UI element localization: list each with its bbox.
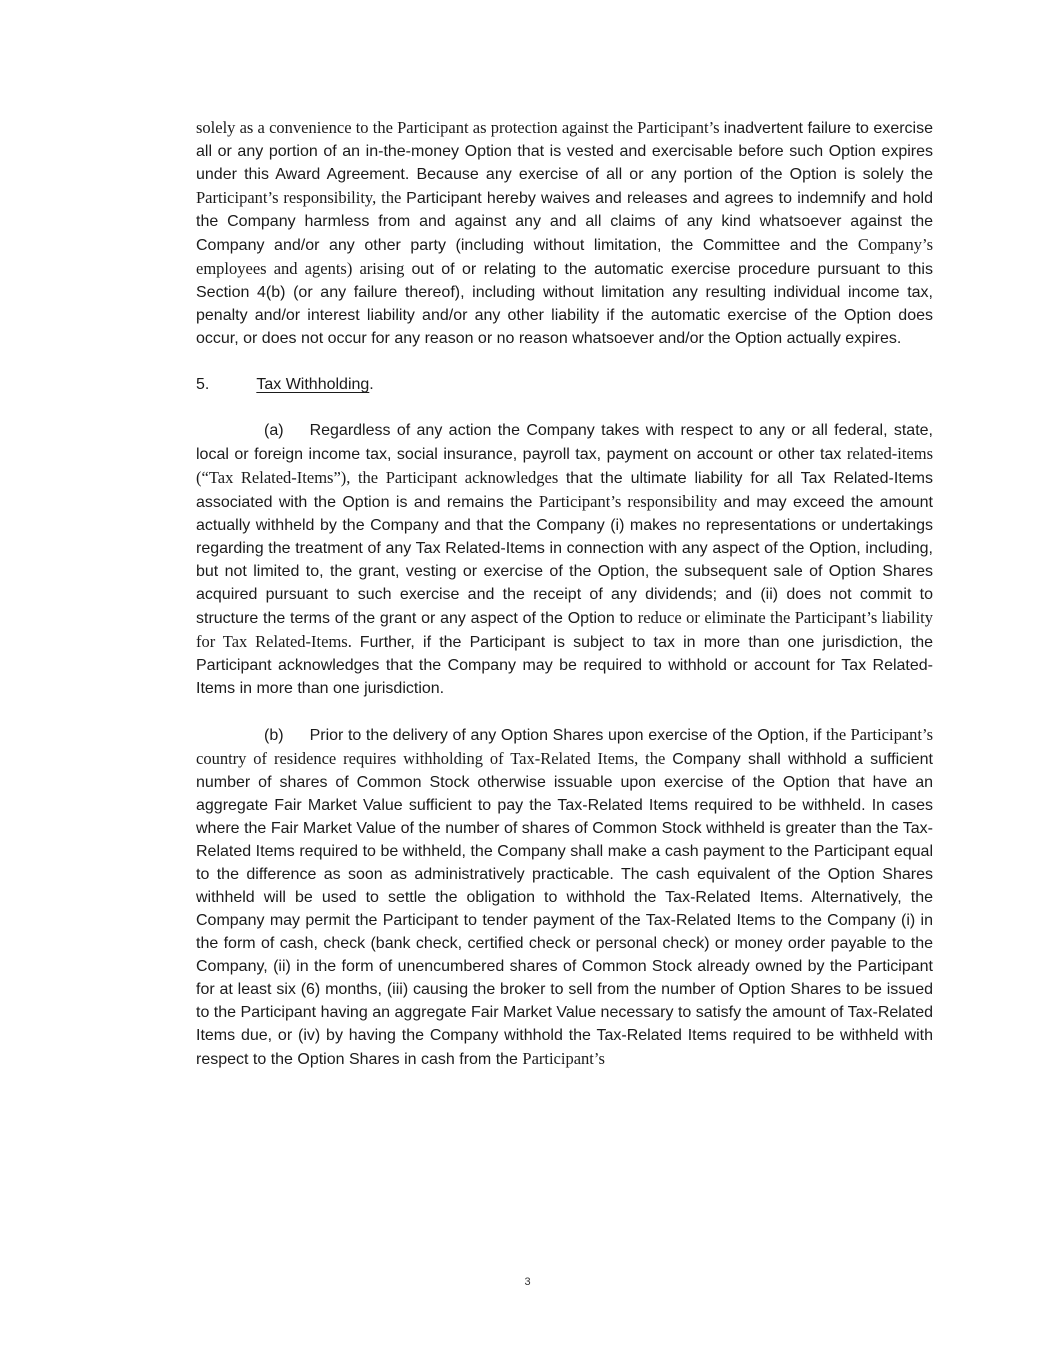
text-segment: Participant’s bbox=[522, 1049, 605, 1068]
text-segment: out of or relating to the automatic exercise procedure pursuant to this Section 4(b) (or any failure thereof), including without limitation any resulting individual income tax, penalty and/or interest liability and/or any other liability if the automatic exercise of the Option does occur, or does not occur for any reason or no reason whatsoever and/or the Option actually expires. bbox=[196, 261, 933, 347]
text-segment: Tax Withholding bbox=[256, 376, 370, 393]
text-segment: Participant hereby waives and releases and agrees to indemnify and hold the Company harmless from and against any and all claims of any kind whatsoever against the Company and/or any other party (including without limitation, the Committee and the bbox=[196, 190, 933, 254]
tab-spacer bbox=[284, 739, 310, 740]
text-segment: Regardless of any action the Company takes with respect to any or all federal, state, local or foreign income tax, social insurance, payroll tax, payment on account or other tax bbox=[196, 422, 933, 463]
text-segment: . bbox=[369, 376, 374, 393]
paragraph-a bbox=[196, 419, 933, 700]
paragraph-label: (b) bbox=[264, 727, 284, 744]
tab-spacer bbox=[209, 388, 256, 389]
text-segment: Prior to the delivery of any Option Shares upon exercise of the Option, if bbox=[309, 727, 827, 744]
text-segment: and may exceed the amount actually withheld by the Company and that the Company (i) makes no representations or undertakings regarding the treatment of any Tax Related-Items in connection with any aspect of the Option, including, but not limited to, the grant, vesting or exercise of the Option, the subsequent sale of Option Shares acquired pursuant to such exercise and the receipt of any dividends; and (ii) does not commit to structure the terms of the grant or any aspect of the Option to bbox=[196, 494, 933, 627]
document-body bbox=[196, 116, 933, 1094]
text-segment: that the ultimate liability for all Tax Related-Items associated with the Option is and remains the bbox=[196, 470, 933, 511]
text-segment: related-items (“Tax Related-Items”), the Participant acknowledges bbox=[196, 444, 933, 487]
text-segment: reduce or eliminate the Participant’s liability for Tax Related-Items. bbox=[196, 608, 934, 651]
section-5-heading bbox=[196, 373, 933, 396]
text-segment: Further, if the Participant is subject to tax in more than one jurisdiction, the Participant acknowledges that the Company may be required to withhold or account for Tax Related-Items in more than one jurisdiction. bbox=[196, 634, 933, 697]
text-segment: Company’s employees and agents) arising bbox=[196, 235, 933, 278]
paragraph-label: (a) bbox=[264, 422, 284, 439]
text-segment: Company shall withhold a sufficient number of shares of Common Stock otherwise issuable upon exercise of the Option that have an aggregate Fair Market Value sufficient to pay the Tax-Related Items required to be withheld. In cases where the Fair Market Value of the number of shares of Common Stock withheld is greater than the Tax-Related Items required to be withheld, the Company shall make a cash payment to the Participant equal to the difference as soon as administratively practicable. The cash equivalent of the Option Shares withheld will be used to settle the obligation to withhold the Tax-Related Items. Alternatively, the Company may permit the Participant to tender payment of the Tax-Related Items to the Company (i) in the form of cash, check (bank check, certified check or personal check) or money order payable to the Company, (ii) in the form of unencumbered shares of Common Stock already owned by the Participant for at least six (6) months, (iii) causing the broker to sell from the number of Option Shares to be issued to the Participant having an aggregate Fair Market Value necessary to satisfy the amount of Tax-Related Items due, or (iv) by having the Company withhold the Tax-Related Items required to be withheld with respect to the Option Shares in cash from the bbox=[196, 751, 933, 1068]
text-segment: inadvertent failure to exercise all or any portion of an in-the-money Option that is vested and exercisable before such Option expires under this Award Agreement. Because any exercise of all or any portion of the Option is solely the bbox=[196, 120, 934, 183]
page-number: 3 bbox=[524, 1276, 531, 1288]
text-segment: solely as a convenience to the Participant as protection against the Participant’s bbox=[196, 118, 724, 137]
text-segment: the Participant’s country of residence requires withholding of Tax-Related Items, the bbox=[196, 725, 933, 768]
text-segment: Participant’s responsibility, the bbox=[196, 188, 407, 207]
paragraph-b bbox=[196, 723, 933, 1071]
paragraph-continuation bbox=[196, 116, 933, 350]
paragraph-label: 5. bbox=[196, 376, 210, 393]
text-segment: Participant’s responsibility bbox=[538, 492, 724, 511]
tab-spacer bbox=[284, 434, 310, 435]
